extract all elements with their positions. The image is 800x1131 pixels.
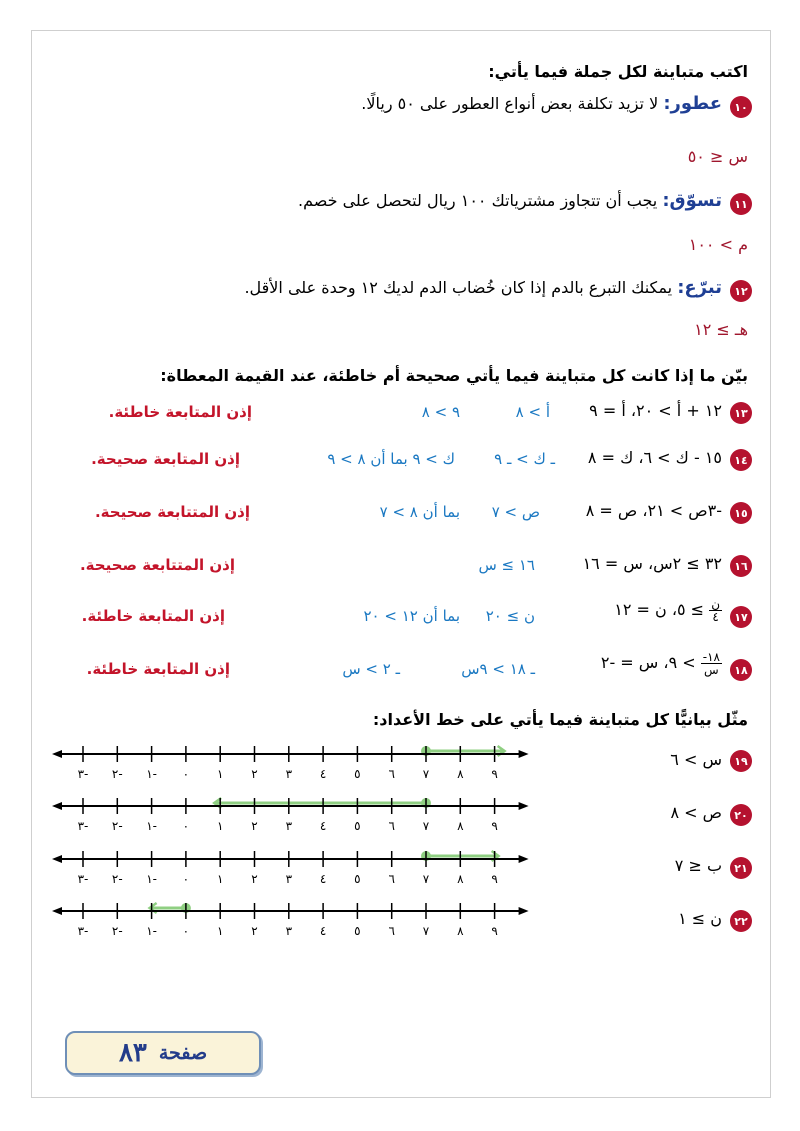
tick-label: ٩ — [491, 924, 498, 938]
problem-15-work-1: ص > ٧ — [491, 503, 540, 521]
number-line-20 — [50, 792, 540, 832]
tick-label: ٢ — [251, 872, 258, 886]
number-line-19 — [50, 740, 540, 780]
tick-label: ٣- — [77, 872, 89, 886]
problem-18-work-1: ـ ١٨ > ٩س — [461, 660, 535, 678]
number-line-22 — [50, 897, 540, 937]
left-arrow-icon — [52, 907, 62, 915]
right-arrow-icon — [519, 802, 529, 810]
tick-label: ٩ — [491, 872, 498, 886]
problem-13-work-2: ٩ > ٨ — [421, 403, 460, 421]
tick-label: ٤ — [319, 872, 327, 886]
problem-13-badge: ١٣ — [730, 402, 752, 424]
tick-label: ٨ — [457, 767, 464, 781]
tick-label: ٠ — [182, 767, 190, 781]
problem-14-work-2: ك > ٩ بما أن ٨ > ٩ — [327, 450, 455, 468]
tick-label: ٥ — [354, 767, 361, 781]
problem-16-conclusion: إذن المتتابعة صحيحة. — [79, 556, 235, 574]
problem-21-inequality: ب ≤ ٧ — [674, 856, 722, 875]
tick-label: ١- — [146, 767, 157, 781]
problem-10-answer: س ≤ ٥٠ — [687, 147, 748, 166]
tick-label: ٢- — [111, 924, 123, 938]
problem-18-badge: ١٨ — [730, 659, 752, 681]
tick-label: ٦ — [388, 767, 395, 781]
tick-label: ٤ — [319, 819, 327, 833]
problem-12-badge: ١٢ — [730, 280, 752, 302]
problem-22-badge: ٢٢ — [730, 910, 752, 932]
problem-14-work-1: ـ ك > ـ ٩ — [494, 450, 555, 468]
problem-10-keyword: عطور: — [663, 93, 722, 114]
problem-13-conclusion: إذن المتابعة خاطئة. — [108, 403, 252, 421]
tick-label: ٢ — [251, 767, 258, 781]
right-arrow-icon — [519, 855, 529, 863]
tick-label: ١- — [146, 819, 157, 833]
tick-label: ٣- — [77, 924, 89, 938]
problem-14-conclusion: إذن المتابعة صحيحة. — [91, 450, 240, 468]
problem-11-answer: م > ١٠٠ — [688, 235, 748, 254]
problem-20-inequality: ص > ٨ — [670, 803, 722, 822]
tick-label: ٧ — [422, 767, 430, 781]
tick-label: ٩ — [491, 819, 498, 833]
page-number: ٨٣ — [118, 1038, 147, 1068]
tick-label: ١- — [146, 872, 157, 886]
tick-label: ٧ — [422, 872, 430, 886]
problem-17-conclusion: إذن المتابعة خاطئة. — [81, 607, 225, 625]
problem-15-conclusion: إذن المتتابعة صحيحة. — [94, 503, 250, 521]
problem-12-text: يمكنك التبرع بالدم إذا كان خُضاب الدم لديك ١٢ وحدة على الأقل. — [244, 278, 673, 297]
tick-label: ٤ — [319, 767, 327, 781]
tick-label: ٠ — [182, 872, 190, 886]
right-arrow-icon — [519, 750, 529, 758]
tick-label: ٠ — [182, 819, 190, 833]
tick-label: ١ — [216, 924, 224, 938]
problem-12-keyword: تبرّع: — [677, 277, 722, 298]
problem-12-answer: هـ ≥ ١٢ — [694, 320, 748, 339]
problem-10-text: لا تزيد تكلفة بعض أنواع العطور على ٥٠ ريالًا. — [361, 94, 659, 113]
tick-label: ١ — [216, 872, 224, 886]
tick-label: ٣- — [77, 767, 89, 781]
tick-label: ٨ — [457, 924, 464, 938]
section1-heading: اكتب متباينة لكل جملة فيما يأتي: — [488, 62, 748, 81]
tick-label: ٧ — [422, 924, 430, 938]
problem-10-badge: ١٠ — [730, 96, 752, 118]
problem-13-inequality: ١٢ + أ > ٢٠، أ = ٩ — [589, 401, 722, 420]
tick-label: ٥ — [354, 872, 361, 886]
section2-heading: بيّن ما إذا كانت كل متباينة فيما يأتي صحيحة أم خاطئة، عند القيمة المعطاة: — [160, 366, 748, 385]
problem-15-work-2: بما أن ٨ > ٧ — [379, 503, 460, 521]
problem-14-badge: ١٤ — [730, 449, 752, 471]
tick-label: ٥ — [354, 819, 361, 833]
problem-18-inequality: $\frac{١٨-}{\text{س}}$ > ٩، س = -٢ — [600, 650, 720, 677]
problem-17-fraction: $\frac{\text{ن}}{٤}$ — [711, 597, 720, 624]
tick-label: ٢- — [111, 819, 123, 833]
tick-label: ٩ — [491, 767, 498, 781]
left-arrow-icon — [52, 802, 62, 810]
problem-22-inequality: ن ≥ ١ — [678, 909, 722, 928]
problem-14-inequality: ١٥ - ك > ٦، ك = ٨ — [587, 448, 722, 467]
tick-label: ٣- — [77, 819, 89, 833]
tick-label: ٨ — [457, 872, 464, 886]
problem-17-work-2: بما أن ١٢ > ٢٠ — [363, 607, 460, 625]
tick-label: ١- — [146, 924, 157, 938]
problem-10-statement — [361, 93, 722, 114]
tick-label: ٢ — [251, 924, 258, 938]
problem-19-inequality: س > ٦ — [670, 750, 722, 769]
tick-label: ٤ — [319, 924, 327, 938]
tick-label: ٦ — [388, 819, 395, 833]
problem-11-statement — [298, 190, 722, 211]
number-line-21 — [50, 845, 540, 885]
section3-heading: مثّل بيانيًّا كل متباينة فيما يأتي على خط الأعداد: — [372, 710, 748, 729]
tick-label: ٦ — [388, 872, 395, 886]
problem-11-keyword: تسوّق: — [662, 190, 722, 211]
problem-20-badge: ٢٠ — [730, 804, 752, 826]
problem-15-inequality: -٣ص > ٢١، ص = ٨ — [585, 501, 722, 520]
problem-17-inequality: $\frac{\text{ن}}{٤}$ ≥ ٥، ن = ١٢ — [614, 597, 720, 624]
problem-15-badge: ١٥ — [730, 502, 752, 524]
left-arrow-icon — [52, 855, 62, 863]
right-arrow-icon — [519, 907, 529, 915]
problem-12-statement — [244, 277, 722, 298]
tick-label: ٣ — [285, 819, 293, 833]
problem-19-badge: ١٩ — [730, 750, 752, 772]
page-number-plate — [65, 1031, 261, 1075]
problem-11-badge: ١١ — [730, 193, 752, 215]
problem-21-badge: ٢١ — [730, 857, 752, 879]
tick-label: ٣ — [285, 767, 293, 781]
problem-18-fraction: $\frac{١٨-}{\text{س}}$ — [702, 650, 720, 677]
tick-label: ٣ — [285, 924, 293, 938]
tick-label: ٢- — [111, 872, 123, 886]
left-arrow-icon — [52, 750, 62, 758]
problem-16-badge: ١٦ — [730, 555, 752, 577]
tick-label: ٢ — [251, 819, 258, 833]
tick-label: ٣ — [285, 872, 293, 886]
problem-18-conclusion: إذن المتابعة خاطئة. — [86, 660, 230, 678]
page-label: صفحة — [158, 1042, 208, 1064]
problem-18-work-2: ـ ٢ > س — [342, 660, 400, 678]
tick-label: ١ — [216, 819, 224, 833]
tick-label: ١ — [216, 767, 224, 781]
tick-label: ٨ — [457, 819, 464, 833]
tick-label: ٦ — [388, 924, 395, 938]
problem-17-work-1: ن ≥ ٢٠ — [485, 607, 535, 625]
problem-13-work-1: أ > ٨ — [515, 403, 550, 421]
tick-label: ٧ — [422, 819, 430, 833]
problem-11-text: يجب أن تتجاوز مشترياتك ١٠٠ ريال لتحصل على خصم. — [298, 191, 658, 210]
problem-16-inequality: ٣٢ ≥ ٢س، س = ١٦ — [582, 554, 722, 573]
problem-17-badge: ١٧ — [730, 606, 752, 628]
tick-label: ٢- — [111, 767, 123, 781]
problem-16-work-1: ١٦ ≥ س — [478, 556, 535, 574]
tick-label: ٠ — [182, 924, 190, 938]
tick-label: ٥ — [354, 924, 361, 938]
